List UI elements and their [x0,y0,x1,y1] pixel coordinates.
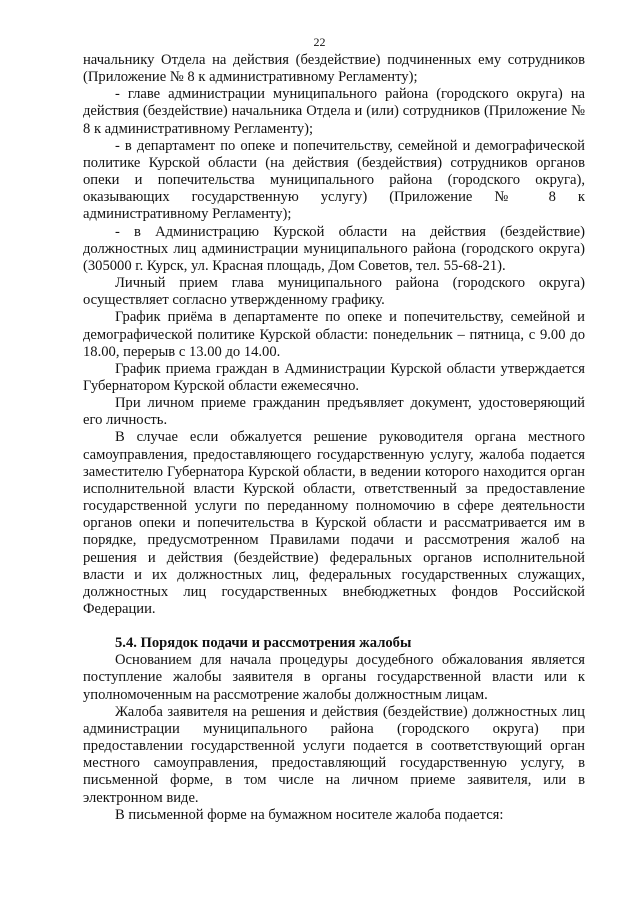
paragraph: - в департамент по опеке и попечительству, семейной и демографической политике Курской области (на действия (бездействия) сотрудников органов опеки и попечительства муниципального района (городского округа), оказывающих государственную услугу) (Приложение № 8 к административному Регламенту); [83,137,585,223]
paragraph: При личном приеме гражданин предъявляет документ, удостоверяющий его личность. [83,395,585,429]
paragraph: В случае если обжалуется решение руководителя органа местного самоуправления, предоставляющего государственную услугу, жалоба подается заместителю Губернатора Курской области, в ведении которого находится орган исполнительной власти Курской области, ответственный за предоставление государственной услуги по переданному полномочию в сфере деятельности органов опеки и попечительства в Курской области и рассматривается им в порядке, предусмотренном Правилами подачи и рассмотрения жалоб на решения и действия (бездействие) федеральных органов исполнительной власти и их должностных лиц, федеральных государственных служащих, должностных лиц государственных внебюджетных фондов Российской Федерации. [83,429,585,617]
paragraph: Личный прием глава муниципального района (городского округа) осуществляет согласно утвержденному графику. [83,275,585,309]
section-heading: 5.4. Порядок подачи и рассмотрения жалобы [115,635,412,652]
paragraphs-before [83,52,585,618]
paragraph: График приема граждан в Администрации Курской области утверждается Губернатором Курской области ежемесячно. [83,360,585,394]
paragraphs-after [83,652,585,824]
paragraph: начальнику Отдела на действия (бездействие) подчиненных ему сотрудников (Приложение № 8 к административному Регламенту); [83,52,585,86]
paragraph: График приёма в департаменте по опеке и попечительству, семейной и демографической политике Курской области: понедельник – пятница, с 9.00 до 18.00, перерыв с 13.00 до 14.00. [83,309,585,360]
paragraph: Основанием для начала процедуры досудебного обжалования является поступление жалобы заявителя в органы государственной власти или к уполномоченным на рассмотрение жалобы должностным лицам. [83,652,585,703]
section-spacer [83,618,585,635]
document-body [83,52,585,824]
paragraph: - главе администрации муниципального района (городского округа) на действия (бездействие) начальника Отдела и (или) сотрудников (Приложение № 8 к административному Регламенту); [83,86,585,137]
paragraph: Жалоба заявителя на решения и действия (бездействие) должностных лиц администрации муниципального района (городского округа) при предоставлении государственной услуги подается в соответствующий орган местного самоуправления, предоставляющий государственную услугу, в письменной форме, в том числе на личном приеме заявителя, или в электронном виде. [83,703,585,806]
paragraph: В письменной форме на бумажном носителе жалоба подается: [115,806,504,823]
page-number: 22 [313,35,326,49]
paragraph: - в Администрацию Курской области на действия (бездействие) должностных лиц администрации муниципального района (городского округа) (305000 г. Курск, ул. Красная площадь, Дом Советов, тел. 55-68-21). [83,223,585,274]
